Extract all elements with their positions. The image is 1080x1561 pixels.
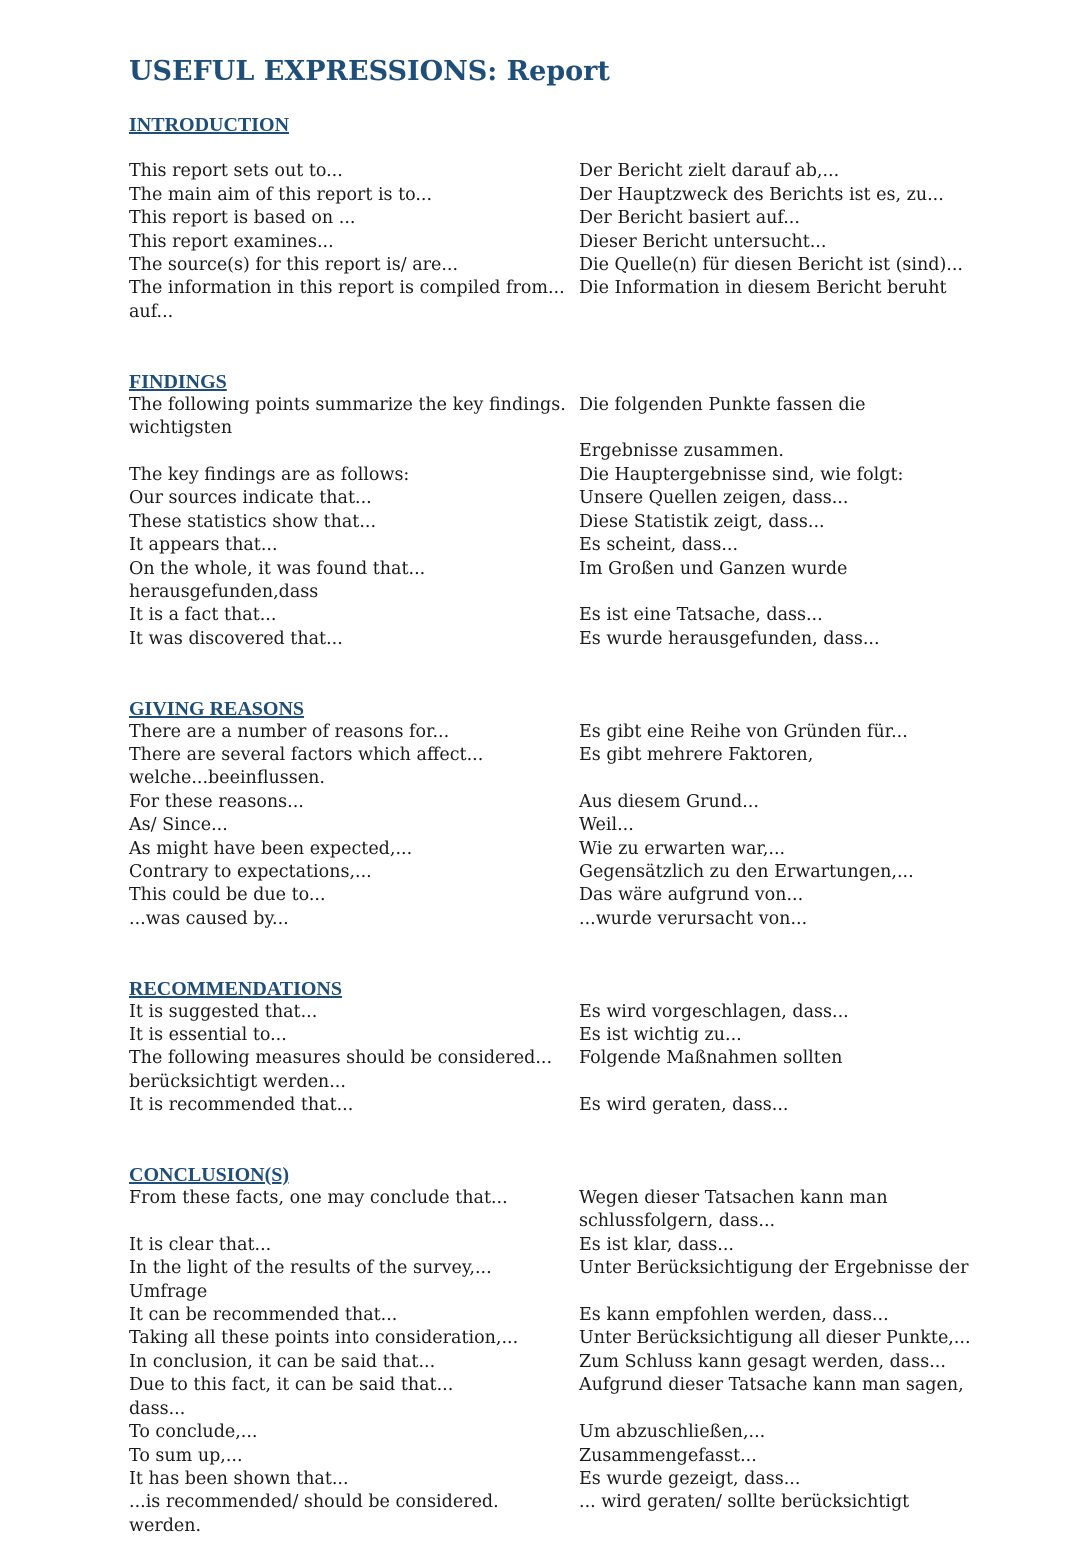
german-translation bbox=[579, 581, 1009, 604]
english-expression bbox=[129, 651, 579, 674]
expression-row bbox=[129, 1118, 1009, 1141]
expression-row bbox=[129, 207, 1009, 230]
expression-row bbox=[129, 1515, 1009, 1538]
german-translation: Es wird vorgeschlagen, dass... bbox=[579, 1001, 849, 1022]
german-translation bbox=[579, 1398, 1009, 1421]
section-recommendations bbox=[129, 978, 1009, 1141]
german-translation bbox=[579, 137, 1009, 160]
expression-row bbox=[129, 1281, 1009, 1304]
english-expression: wichtigsten bbox=[129, 418, 233, 439]
german-translation bbox=[579, 324, 1009, 347]
expression-row bbox=[129, 1304, 1009, 1327]
expression-row bbox=[129, 1187, 1009, 1210]
expression-row bbox=[129, 1327, 1009, 1350]
expression-row bbox=[129, 1491, 1009, 1514]
english-expression: These statistics show that... bbox=[129, 511, 377, 532]
english-expression: There are several factors which affect... bbox=[129, 744, 484, 765]
german-translation: ...wurde verursacht von... bbox=[579, 908, 808, 929]
expression-row bbox=[129, 160, 1009, 183]
german-translation: Ergebnisse zusammen. bbox=[579, 441, 784, 462]
english-expression: It has been shown that... bbox=[129, 1468, 349, 1489]
german-translation: Um abzuschließen,... bbox=[579, 1422, 766, 1443]
expression-row bbox=[129, 1445, 1009, 1468]
german-translation: Diese Statistik zeigt, dass... bbox=[579, 511, 825, 532]
section-findings bbox=[129, 371, 1009, 675]
expression-row bbox=[129, 1094, 1009, 1117]
expression-row bbox=[129, 301, 1009, 324]
english-expression bbox=[129, 324, 579, 347]
expression-row bbox=[129, 534, 1009, 557]
expression-row bbox=[129, 1421, 1009, 1444]
english-expression: This report examines... bbox=[129, 231, 334, 252]
german-translation: Aus diesem Grund... bbox=[579, 791, 759, 812]
section-heading: CONCLUSION(S) bbox=[129, 1164, 290, 1187]
german-translation: Unsere Quellen zeigen, dass... bbox=[579, 488, 849, 509]
german-translation bbox=[579, 651, 1009, 674]
expression-row bbox=[129, 137, 1009, 160]
english-expression: Taking all these points into consideration,... bbox=[129, 1328, 519, 1349]
english-expression: To sum up,... bbox=[129, 1445, 243, 1466]
english-expression: The key findings are as follows: bbox=[129, 464, 410, 485]
german-translation bbox=[579, 1515, 1009, 1538]
expression-row bbox=[129, 1001, 1009, 1024]
english-expression: It is clear that... bbox=[129, 1234, 272, 1255]
english-expression: It was discovered that... bbox=[129, 628, 343, 649]
english-expression: The source(s) for this report is/ are... bbox=[129, 255, 459, 276]
english-expression: Contrary to expectations,... bbox=[129, 861, 372, 882]
german-translation: Gegensätzlich zu den Erwartungen,... bbox=[579, 861, 914, 882]
german-translation: Weil... bbox=[579, 815, 634, 836]
english-expression bbox=[129, 1210, 579, 1233]
expression-row bbox=[129, 511, 1009, 534]
english-expression: It is suggested that... bbox=[129, 1001, 318, 1022]
german-translation bbox=[579, 1118, 1009, 1141]
english-expression bbox=[129, 440, 579, 463]
expression-row bbox=[129, 744, 1009, 767]
english-expression: This report sets out to... bbox=[129, 161, 343, 182]
english-expression: berücksichtigt werden... bbox=[129, 1071, 346, 1092]
german-translation: Unter Berücksichtigung der Ergebnisse der bbox=[579, 1258, 969, 1279]
expression-row bbox=[129, 1374, 1009, 1397]
german-translation: Zum Schluss kann gesagt werden, dass... bbox=[579, 1351, 946, 1372]
section-heading: FINDINGS bbox=[129, 370, 227, 393]
expression-row bbox=[129, 651, 1009, 674]
english-expression: There are a number of reasons for... bbox=[129, 721, 450, 742]
expression-row bbox=[129, 721, 1009, 744]
german-translation bbox=[579, 301, 1009, 324]
expression-row bbox=[129, 324, 1009, 347]
expression-row bbox=[129, 838, 1009, 861]
german-translation: Es ist eine Tatsache, dass... bbox=[579, 605, 823, 626]
english-expression: It can be recommended that... bbox=[129, 1305, 398, 1326]
english-expression bbox=[129, 931, 579, 954]
german-translation bbox=[579, 1281, 1009, 1304]
expression-row bbox=[129, 908, 1009, 931]
german-translation: Die Hauptergebnisse sind, wie folgt: bbox=[579, 464, 904, 485]
english-expression: It is recommended that... bbox=[129, 1095, 354, 1116]
english-expression: This could be due to... bbox=[129, 885, 326, 906]
section-conclusion-s bbox=[129, 1164, 1009, 1538]
german-translation: Wegen dieser Tatsachen kann man bbox=[579, 1188, 888, 1209]
german-translation bbox=[579, 767, 1009, 790]
expression-row bbox=[129, 1257, 1009, 1280]
english-expression: herausgefunden,dass bbox=[129, 581, 319, 602]
expression-row bbox=[129, 417, 1009, 440]
english-expression: ...was caused by... bbox=[129, 908, 289, 929]
english-expression: As/ Since... bbox=[129, 815, 228, 836]
english-expression: This report is based on ... bbox=[129, 208, 356, 229]
english-expression: welche...beeinflussen. bbox=[129, 768, 325, 789]
german-translation: Es wurde herausgefunden, dass... bbox=[579, 628, 880, 649]
english-expression: Due to this fact, it can be said that... bbox=[129, 1375, 454, 1396]
german-translation: Die Quelle(n) für diesen Bericht ist (sind)... bbox=[579, 255, 963, 276]
english-expression: To conclude,... bbox=[129, 1422, 258, 1443]
section-giving-reasons bbox=[129, 698, 1009, 955]
german-translation: Dieser Bericht untersucht... bbox=[579, 231, 827, 252]
expression-row bbox=[129, 767, 1009, 790]
expression-row bbox=[129, 231, 1009, 254]
expression-row bbox=[129, 604, 1009, 627]
english-expression: The following points summarize the key findings. bbox=[129, 394, 566, 415]
expression-row bbox=[129, 184, 1009, 207]
english-expression: The main aim of this report is to... bbox=[129, 184, 433, 205]
german-translation: Aufgrund dieser Tatsache kann man sagen, bbox=[579, 1375, 964, 1396]
german-translation: Der Hauptzweck des Berichts ist es, zu... bbox=[579, 184, 944, 205]
german-translation: ... wird geraten/ sollte berücksichtigt bbox=[579, 1492, 910, 1513]
german-translation: Es gibt mehrere Faktoren, bbox=[579, 744, 814, 765]
expression-row bbox=[129, 791, 1009, 814]
english-expression bbox=[129, 1118, 579, 1141]
expression-row bbox=[129, 861, 1009, 884]
english-expression: On the whole, it was found that... bbox=[129, 558, 426, 579]
expression-row bbox=[129, 487, 1009, 510]
german-translation bbox=[579, 931, 1009, 954]
german-translation: Im Großen und Ganzen wurde bbox=[579, 558, 848, 579]
document-page bbox=[129, 52, 1009, 1561]
expression-row bbox=[129, 931, 1009, 954]
section-heading: RECOMMENDATIONS bbox=[129, 977, 342, 1000]
expression-row bbox=[129, 254, 1009, 277]
german-translation: Folgende Maßnahmen sollten bbox=[579, 1048, 843, 1069]
expression-row bbox=[129, 1071, 1009, 1094]
german-translation: Wie zu erwarten war,... bbox=[579, 838, 786, 859]
german-translation: Der Bericht basiert auf... bbox=[579, 208, 800, 229]
german-translation: Es ist wichtig zu... bbox=[579, 1025, 742, 1045]
section-heading: INTRODUCTION bbox=[129, 114, 290, 136]
english-expression: In conclusion, it can be said that... bbox=[129, 1351, 436, 1372]
section-introduction bbox=[129, 114, 1009, 348]
german-translation bbox=[579, 1071, 1009, 1094]
english-expression: auf... bbox=[129, 301, 174, 322]
expression-row bbox=[129, 1234, 1009, 1257]
english-expression: As might have been expected,... bbox=[129, 838, 413, 859]
german-translation: Das wäre aufgrund von... bbox=[579, 885, 804, 906]
german-translation: Es kann empfohlen werden, dass... bbox=[579, 1305, 889, 1326]
german-translation: Unter Berücksichtigung all dieser Punkte,... bbox=[579, 1328, 971, 1349]
english-expression: It is essential to... bbox=[129, 1025, 287, 1045]
expression-row bbox=[129, 558, 1009, 581]
english-expression: The information in this report is compiled from... bbox=[129, 278, 565, 299]
german-translation: Die folgenden Punkte fassen die bbox=[579, 394, 866, 415]
english-expression: For these reasons... bbox=[129, 791, 304, 812]
expression-row bbox=[129, 1468, 1009, 1491]
english-expression: It is a fact that... bbox=[129, 605, 277, 626]
german-translation: Zusammengefasst... bbox=[579, 1445, 757, 1466]
german-translation: Es gibt eine Reihe von Gründen für... bbox=[579, 721, 908, 742]
german-translation: Die Information in diesem Bericht beruht bbox=[579, 278, 947, 299]
sections-container bbox=[129, 114, 1009, 1538]
page-title: USEFUL EXPRESSIONS: Report bbox=[129, 56, 610, 87]
english-expression: In the light of the results of the survey,... bbox=[129, 1258, 492, 1279]
expression-row bbox=[129, 884, 1009, 907]
english-expression: It appears that... bbox=[129, 535, 278, 556]
english-expression: Our sources indicate that... bbox=[129, 488, 372, 509]
expression-row bbox=[129, 394, 1009, 417]
expression-row bbox=[129, 1398, 1009, 1421]
english-expression: ...is recommended/ should be considered. bbox=[129, 1492, 499, 1513]
expression-row bbox=[129, 581, 1009, 604]
expression-row bbox=[129, 1047, 1009, 1070]
english-expression: Umfrage bbox=[129, 1281, 208, 1302]
english-expression bbox=[129, 137, 579, 160]
german-translation bbox=[579, 417, 1009, 440]
expression-row bbox=[129, 277, 1009, 300]
expression-row bbox=[129, 464, 1009, 487]
expression-row bbox=[129, 1351, 1009, 1374]
german-translation: Es wird geraten, dass... bbox=[579, 1095, 789, 1116]
english-expression: The following measures should be considered... bbox=[129, 1048, 553, 1069]
english-expression: werden. bbox=[129, 1515, 202, 1536]
german-translation: Der Bericht zielt darauf ab,... bbox=[579, 161, 840, 182]
section-heading: GIVING REASONS bbox=[129, 697, 305, 720]
expression-row bbox=[129, 628, 1009, 651]
expression-row bbox=[129, 814, 1009, 837]
german-translation: schlussfolgern, dass... bbox=[579, 1211, 776, 1232]
expression-row bbox=[129, 1024, 1009, 1047]
english-expression: dass... bbox=[129, 1398, 186, 1419]
expression-row bbox=[129, 1210, 1009, 1233]
expression-row bbox=[129, 440, 1009, 463]
english-expression: From these facts, one may conclude that... bbox=[129, 1188, 508, 1209]
german-translation: Es scheint, dass... bbox=[579, 535, 739, 556]
german-translation: Es ist klar, dass... bbox=[579, 1234, 734, 1255]
german-translation: Es wurde gezeigt, dass... bbox=[579, 1468, 801, 1489]
